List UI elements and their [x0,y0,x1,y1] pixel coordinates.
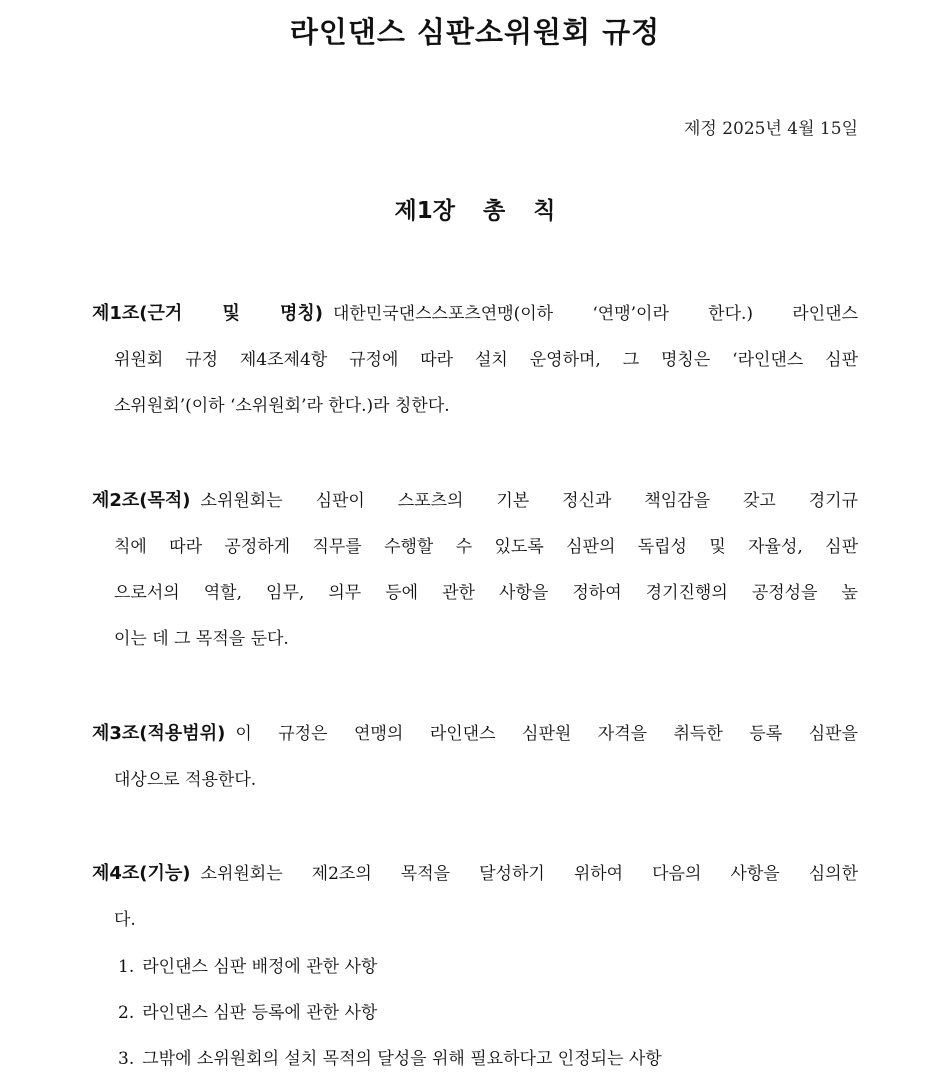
list-item-text: 라인댄스 심판 등록에 관한 사항 [142,1003,378,1023]
document-title: 라인댄스 심판소위원회 규정 [289,15,661,49]
article-line: 이는 데 그 목적을 둔다. [114,629,289,649]
article-1 [92,291,858,429]
article-4 [92,851,858,943]
article-2 [92,478,858,662]
article-3 [92,711,858,803]
chapter-name-part1: 총 [483,198,506,224]
article-line [92,851,858,897]
list-item-number: 1. [118,957,135,977]
article-heading: 제4조(기능) [92,863,191,884]
article-text: 소위원회는 심판이 스포츠의 기본 정신과 책임감을 갖고 경기규 [200,491,858,511]
article-heading: 제1조(근거 및 명칭) [92,303,323,324]
article-4-item-list [118,944,662,1082]
article-line [92,478,858,524]
article-heading: 제3조(적용범위) [92,723,226,744]
article-text: 이 규정은 연맹의 라인댄스 심판원 자격을 취득한 등록 심판을 [235,724,858,744]
chapter-heading [0,192,950,225]
list-item [118,1036,662,1082]
list-item-number: 2. [118,1003,135,1023]
list-item [118,944,662,990]
article-line [92,291,858,337]
enactment-date: 제정 2025년 4월 15일 [683,119,858,139]
article-text: 대한민국댄스스포츠연맹(이하 ‘연맹’이라 한다.) 라인댄스 [332,304,858,324]
list-item-text: 라인댄스 심판 배정에 관한 사항 [142,957,378,977]
list-item [118,990,662,1036]
article-heading: 제2조(목적) [92,490,191,511]
article-text: 소위원회는 제2조의 목적을 달성하기 위하여 다음의 사항을 심의한 [200,864,858,884]
article-line: 칙에 따라 공정하게 직무를 수행할 수 있도록 심판의 독립성 및 자율성, 심판 [114,537,858,557]
article-line: 위원회 규정 제4조제4항 규정에 따라 설치 운영하며, 그 명칭은 ‘라인댄스 심판 [114,350,858,370]
chapter-number: 제1장 [394,198,455,224]
list-item-text: 그밖에 소위원회의 설치 목적의 달성을 위해 필요하다고 인정되는 사항 [142,1049,662,1069]
article-line [92,711,858,757]
chapter-name-part2: 칙 [533,198,556,224]
article-line: 으로서의 역할, 임무, 의무 등에 관한 사항을 정하여 경기진행의 공정성을 높 [114,583,858,603]
article-line: 소위원회’(이하 ‘소위원회’라 한다.)라 칭한다. [114,396,450,416]
article-line: 다. [114,910,136,930]
article-line: 대상으로 적용한다. [114,770,257,790]
list-item-number: 3. [118,1049,135,1069]
